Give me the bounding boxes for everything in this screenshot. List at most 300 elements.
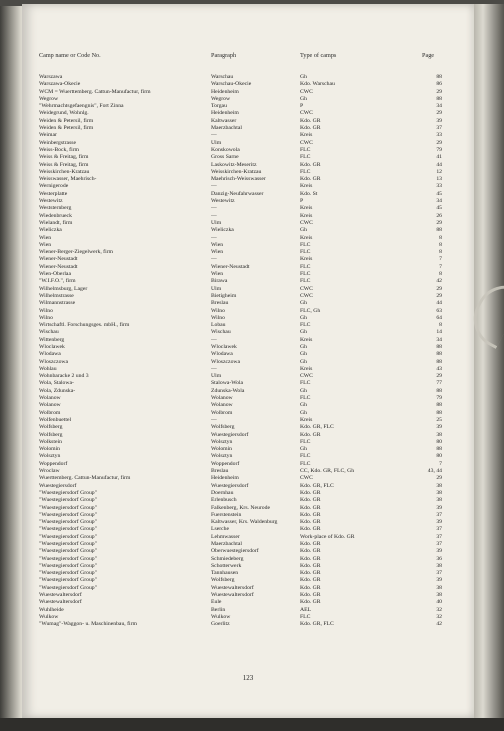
table-row [22, 132, 474, 139]
paragraph-cell: Wuestewaltersdorf [211, 584, 254, 591]
table-row [22, 402, 474, 409]
camp-name-cell: Wiener-Berger-Ziegelwerk, firm [39, 249, 113, 256]
page-ref-cell: 29 [436, 219, 442, 226]
paragraph-cell: — [211, 365, 217, 372]
camp-name-cell: Wolfenbuettel [39, 416, 72, 423]
paragraph-cell: Weisskirchen-Kratzau [211, 168, 262, 175]
table-row [22, 293, 474, 300]
camp-type-cell: FLC [300, 249, 311, 256]
camp-name-cell: Wolkstein [39, 438, 62, 445]
camp-type-cell: FLC [300, 395, 311, 402]
table-row [22, 183, 474, 190]
table-row [22, 103, 474, 110]
page-ref-cell: 8 [439, 241, 442, 248]
table-row [22, 286, 474, 293]
page-ref-cell: 38 [436, 562, 442, 569]
camp-type-cell: Kdo. GR [300, 541, 321, 547]
page-ref-cell: 38 [436, 584, 442, 591]
camp-name-cell: "Wuestegiersdorf Group" [39, 570, 97, 577]
table-row [22, 497, 474, 504]
header-paragraph: Paragraph [211, 52, 237, 59]
camp-name-cell: Westewitz [39, 198, 63, 205]
camp-name-cell: Wola, Zdunska- [39, 387, 76, 394]
camp-name-cell: Warszawa-Okecie [39, 81, 81, 88]
paragraph-cell: Wieliczka [211, 227, 234, 234]
table-row [22, 548, 474, 555]
paragraph-cell: Wilno [211, 314, 225, 321]
camp-type-cell: Gh [300, 351, 307, 358]
camp-type-cell: Kdo. GR [300, 599, 321, 606]
paragraph-cell: Torgau [211, 103, 227, 110]
page-ref-cell: 38 [436, 592, 442, 599]
table-row [22, 592, 474, 599]
page-ref-cell: 39 [436, 504, 442, 511]
page-ref-cell: 88 [436, 95, 442, 102]
table-row [22, 256, 474, 263]
camp-type-cell: Gh [300, 402, 307, 409]
table-row [22, 534, 474, 541]
paragraph-cell: Lserche [211, 526, 229, 533]
table-row [22, 81, 474, 88]
table-row [22, 308, 474, 315]
camp-name-cell: Wiedenbrueck [39, 212, 72, 219]
page-ref-cell: 44 [436, 161, 442, 168]
paragraph-cell: Ulm [211, 139, 222, 146]
paragraph-cell: Ulm [211, 285, 222, 292]
camp-type-cell: CWC [300, 475, 313, 482]
table-row [22, 264, 474, 271]
camp-type-cell: Kdo. GR [300, 548, 321, 555]
camp-type-cell: Kdo. GR [300, 504, 321, 511]
camp-type-cell: Kreis [300, 234, 313, 241]
table-row [22, 599, 474, 606]
page-ref-cell: 7 [439, 256, 442, 263]
camp-type-cell: Gh [300, 314, 307, 321]
paragraph-cell: Schmiedeberg [211, 555, 244, 562]
table-row [22, 621, 474, 628]
camp-type-cell: CC, Kdo. GR, FLC, Gh [300, 468, 355, 475]
camp-type-cell: FLC [300, 460, 311, 467]
page-ref-cell: 88 [436, 74, 442, 80]
camp-name-cell: Weiden & Petersil, firm [39, 125, 94, 132]
paragraph-cell: Wolfsberg [211, 577, 235, 584]
page-ref-cell: 25 [436, 416, 442, 423]
table-row [22, 439, 474, 446]
page-ref-cell: 8 [439, 249, 442, 256]
paragraph-cell: Wolbrom [211, 409, 233, 416]
page-ref-cell: 37 [436, 511, 442, 518]
page-ref-cell: 13 [436, 176, 442, 183]
camp-name-cell: Warszawa [39, 74, 63, 80]
table-row [22, 475, 474, 482]
paragraph-cell: Wuestegiersdorf [211, 482, 249, 489]
table-row [22, 417, 474, 424]
camp-type-cell: Kdo. GR, FLC [300, 621, 334, 628]
camp-name-cell: "Wuestegiersdorf Group" [39, 577, 97, 584]
header-camp-name: Camp name or Code No. [39, 52, 101, 59]
paragraph-cell: Tannhausen [211, 570, 239, 577]
camp-name-cell: "Wuestegiersdorf Group" [39, 555, 97, 562]
camp-name-cell: Wohlau [39, 365, 57, 372]
paragraph-cell: Wloclawek [211, 343, 237, 350]
index-table [22, 74, 474, 629]
scan-border [0, 718, 504, 731]
table-row [22, 344, 474, 351]
camp-type-cell: CWC [300, 139, 313, 146]
paragraph-cell: Birawa [211, 278, 228, 285]
paragraph-cell: Wuestewaltersdorf [211, 592, 254, 599]
page-ref-cell: 29 [436, 88, 442, 95]
camp-name-cell: Wieliczka [39, 227, 62, 234]
table-row [22, 205, 474, 212]
camp-type-cell: CWC [300, 373, 313, 380]
camp-type-cell: FLC [300, 322, 311, 329]
camp-type-cell: Gh [300, 358, 307, 365]
table-row [22, 380, 474, 387]
camp-name-cell: Wien [39, 241, 52, 248]
table-row [22, 278, 474, 285]
paragraph-cell: Breslau [211, 468, 229, 475]
camp-type-cell: FLC [300, 168, 311, 175]
page-ref-cell: 44 [436, 300, 442, 307]
paragraph-cell: — [211, 132, 217, 139]
paragraph-cell: Westewitz [211, 198, 235, 205]
camp-name-cell: Wroclaw [39, 468, 60, 475]
camp-type-cell: Kdo. GR [300, 117, 321, 124]
camp-type-cell: Kdo. GR [300, 176, 321, 183]
table-row [22, 213, 474, 220]
camp-type-cell: Kdo. GR [300, 431, 321, 438]
camp-name-cell: Wuerttemberg. Cattun-Manufactur, firm [39, 475, 131, 482]
paragraph-cell: Laskowitz-Meseritz [211, 161, 257, 168]
table-row [22, 453, 474, 460]
camp-type-cell: Kdo. GR [300, 511, 321, 518]
camp-type-cell: FLC [300, 380, 311, 387]
table-row [22, 140, 474, 147]
camp-name-cell: "Wuestegiersdorf Group" [39, 584, 97, 591]
page-ref-cell: 42 [436, 621, 442, 628]
camp-name-cell: Wilno [39, 307, 53, 314]
page-number: 123 [242, 674, 254, 682]
camp-type-cell: Gh [300, 446, 307, 453]
camp-type-cell: Gh [300, 343, 307, 350]
camp-type-cell: Kreis [300, 205, 313, 212]
document-page [22, 4, 474, 718]
paragraph-cell: Stalowa-Wola [211, 380, 244, 387]
page-ref-cell: 42 [436, 278, 442, 285]
paragraph-cell: Wilno [211, 307, 225, 314]
page-ref-cell: 32 [436, 606, 442, 613]
page-ref-cell: 8 [439, 234, 442, 241]
table-row [22, 242, 474, 249]
paragraph-cell: Maerzbachtal [211, 125, 242, 132]
page-ref-cell: 88 [436, 446, 442, 453]
camp-name-cell: Wolomin [39, 446, 61, 453]
camp-type-cell: CWC [300, 219, 313, 226]
camp-type-cell: Kreis [300, 183, 313, 190]
camp-name-cell: Wiener-Neustadt [39, 263, 78, 270]
page-ref-cell: 80 [436, 453, 442, 460]
paragraph-cell: Eule [211, 599, 222, 606]
paragraph-cell: Wischau [211, 329, 231, 336]
paragraph-cell: Berlin [211, 606, 226, 613]
paragraph-cell: Wolanow [211, 395, 233, 402]
camp-type-cell: Kreis [300, 132, 313, 139]
paragraph-cell: Warschau [211, 74, 234, 80]
page-ref-cell: 79 [436, 146, 442, 153]
table-row [22, 519, 474, 526]
camp-type-cell: Gh [300, 227, 307, 234]
paragraph-cell: Wloszczowa [211, 358, 241, 365]
table-row [22, 300, 474, 307]
camp-name-cell: Wittenberg [39, 336, 65, 343]
camp-type-cell: FLC [300, 146, 311, 153]
camp-name-cell: "Wuestegiersdorf Group" [39, 533, 97, 540]
page-ref-cell: 88 [436, 351, 442, 358]
table-row [22, 118, 474, 125]
camp-type-cell: Kdo. GR [300, 570, 321, 577]
table-row [22, 483, 474, 490]
page-ref-cell: 88 [436, 343, 442, 350]
page-ref-cell: 29 [436, 139, 442, 146]
camp-name-cell: Wolfsberg [39, 431, 63, 438]
page-ref-cell: 39 [436, 548, 442, 555]
table-row [22, 585, 474, 592]
camp-name-cell: Wien-Oberlaa [39, 271, 71, 278]
table-row [22, 176, 474, 183]
table-row [22, 235, 474, 242]
paragraph-cell: Heidenheim [211, 475, 239, 482]
camp-name-cell: Wegrow [39, 95, 59, 102]
paragraph-cell: — [211, 416, 217, 423]
camp-name-cell: "Wuestegiersdorf Group" [39, 541, 97, 547]
camp-name-cell: WCM = Wuerttemberg. Cattun-Manufactur, firm [39, 88, 151, 95]
page-ref-cell: 45 [436, 205, 442, 212]
camp-name-cell: Wulkow [39, 613, 59, 620]
page-ref-cell: 39 [436, 424, 442, 431]
paragraph-cell: Wien [211, 241, 224, 248]
camp-type-cell: CWC [300, 110, 313, 117]
camp-name-cell: Weisskirchen-Kratzau [39, 168, 90, 175]
page-ref-cell: 8 [439, 271, 442, 278]
paragraph-cell: Falkenberg, Krs. Neurode [211, 504, 270, 511]
paragraph-cell: Woppendorf [211, 460, 240, 467]
table-row [22, 563, 474, 570]
table-row [22, 512, 474, 519]
camp-name-cell: Wloclawek [39, 343, 65, 350]
camp-name-cell: Wirtschaftl. Forschungsges. mbH., firm [39, 322, 130, 329]
page-ref-cell: 88 [436, 358, 442, 365]
camp-name-cell: "Wuestegiersdorf Group" [39, 504, 97, 511]
paragraph-cell: Lobau [211, 322, 226, 329]
table-row [22, 388, 474, 395]
camp-name-cell: Wuestewaltersdorf [39, 592, 82, 599]
camp-type-cell: Kdo. GR [300, 497, 321, 504]
table-row [22, 110, 474, 117]
camp-type-cell: Kdo. GR [300, 562, 321, 569]
page-ref-cell: 37 [436, 570, 442, 577]
page-ref-cell: 34 [436, 103, 442, 110]
paragraph-cell: Fuerstenstein [211, 511, 242, 518]
table-row [22, 198, 474, 205]
table-row [22, 96, 474, 103]
paragraph-cell: Wuestegiersdorf [211, 431, 249, 438]
header-type: Type of camps [300, 52, 337, 59]
page-ref-cell: 8 [439, 322, 442, 329]
table-row [22, 220, 474, 227]
table-row [22, 337, 474, 344]
paragraph-cell: Wien [211, 249, 224, 256]
table-row [22, 366, 474, 373]
camp-name-cell: Weidegrund, Wohnlg. [39, 110, 89, 117]
camp-name-cell: Weststernberg [39, 205, 72, 212]
paragraph-cell: Lehmwasser [211, 533, 240, 540]
table-row [22, 432, 474, 439]
camp-name-cell: "Wuestegiersdorf Group" [39, 489, 97, 496]
camp-type-cell: CWC [300, 292, 313, 299]
header-page: Page [422, 52, 435, 59]
camp-type-cell: Kdo. GR [300, 526, 321, 533]
paragraph-cell: — [211, 212, 217, 219]
camp-name-cell: Weimar [39, 132, 57, 139]
camp-name-cell: Wischau [39, 329, 59, 336]
paragraph-cell: — [211, 256, 217, 263]
table-row [22, 125, 474, 132]
page-ref-cell: 37 [436, 526, 442, 533]
paragraph-cell: Wolsztyn [211, 453, 233, 460]
page-ref-cell: 29 [436, 373, 442, 380]
table-row [22, 162, 474, 169]
camp-name-cell: Wloszczowa [39, 358, 69, 365]
table-header [22, 52, 474, 64]
camp-name-cell: Woppendorf [39, 460, 68, 467]
table-row [22, 329, 474, 336]
camp-type-cell: FLC [300, 271, 311, 278]
camp-type-cell: Kreis [300, 256, 313, 263]
page-ref-cell: 7 [439, 460, 442, 467]
camp-type-cell: AEL [300, 606, 312, 613]
camp-name-cell: "Wuestegiersdorf Group" [39, 526, 97, 533]
camp-type-cell: Kdo. GR [300, 584, 321, 591]
page-ref-cell: 43 [436, 365, 442, 372]
camp-type-cell: Kreis [300, 336, 313, 343]
page-ref-cell: 32 [436, 613, 442, 620]
camp-type-cell: P [300, 103, 304, 110]
camp-name-cell: Wilmannstrasse [39, 300, 76, 307]
table-row [22, 322, 474, 329]
page-ref-cell: 86 [436, 81, 442, 88]
camp-name-cell: "Wuestegiersdorf Group" [39, 511, 97, 518]
table-row [22, 410, 474, 417]
camp-type-cell: Gh [300, 95, 307, 102]
paragraph-cell: Kaltwasser, Krs. Waldenburg [211, 519, 278, 526]
camp-name-cell: Wola, Stalowa- [39, 380, 74, 387]
table-row [22, 169, 474, 176]
table-row [22, 191, 474, 198]
paragraph-cell: Goerlitz [211, 621, 230, 628]
paragraph-cell: Maehrisch-Weisswasser [211, 176, 266, 183]
paragraph-cell: Wegrow [211, 95, 231, 102]
camp-name-cell: "Wehrmachtsgefaengnis", Fort Zinna [39, 103, 124, 110]
camp-type-cell: FLC [300, 613, 311, 620]
camp-name-cell: Wuestegiersdorf [39, 482, 77, 489]
table-row [22, 468, 474, 475]
page-ref-cell: 77 [436, 380, 442, 387]
camp-name-cell: "W.I.F.O.", firm [39, 278, 76, 285]
page-ref-cell: 34 [436, 336, 442, 343]
camp-type-cell: Kreis [300, 365, 313, 372]
page-ref-cell: 12 [436, 168, 442, 175]
camp-name-cell: Wielandt, firm [39, 219, 73, 226]
camp-name-cell: Wolbrom [39, 409, 61, 416]
camp-name-cell: Weiss & Freitag, firm [39, 154, 89, 161]
page-ref-cell: 37 [436, 533, 442, 540]
page-ref-cell: 79 [436, 395, 442, 402]
page-ref-cell: 29 [436, 285, 442, 292]
table-row [22, 556, 474, 563]
camp-type-cell: P [300, 198, 304, 205]
paragraph-cell: Wolanow [211, 402, 233, 409]
camp-type-cell: Kdo. GR, FLC [300, 424, 334, 431]
camp-type-cell: Gh [300, 300, 307, 307]
camp-type-cell: Kreis [300, 416, 313, 423]
page-ref-cell: 29 [436, 475, 442, 482]
camp-name-cell: Wolsztyn [39, 453, 61, 460]
camp-type-cell: Kdo. GR [300, 592, 321, 599]
table-row [22, 424, 474, 431]
page-edges [474, 4, 504, 718]
camp-type-cell: FLC, Gh [300, 307, 321, 314]
paragraph-cell: Ulm [211, 219, 222, 226]
camp-name-cell: Wien [39, 234, 52, 241]
page-ref-cell: 63 [436, 307, 442, 314]
camp-name-cell: Wilhelmsburg, Lager [39, 285, 88, 292]
page-ref-cell: 88 [436, 409, 442, 416]
table-row [22, 227, 474, 234]
camp-name-cell: Wuestewaltersdorf [39, 599, 82, 606]
table-row [22, 359, 474, 366]
camp-name-cell: "Wuestegiersdorf Group" [39, 562, 97, 569]
paragraph-cell: Heidenheim [211, 110, 239, 117]
paragraph-cell: Oberwuestegiersdorf [211, 548, 259, 555]
page-ref-cell: 38 [436, 431, 442, 438]
camp-type-cell: Kdo. GR, FLC [300, 482, 334, 489]
camp-name-cell: Wlodawa [39, 351, 61, 358]
page-ref-cell: 88 [436, 402, 442, 409]
paragraph-cell: Breslau [211, 300, 229, 307]
camp-type-cell: FLC [300, 438, 311, 445]
table-row [22, 89, 474, 96]
page-ref-cell: 43, 44 [427, 468, 442, 475]
paragraph-cell: — [211, 205, 217, 212]
page-ref-cell: 29 [436, 292, 442, 299]
page-ref-cell: 37 [436, 541, 442, 547]
page-ref-cell: 36 [436, 555, 442, 562]
table-row [22, 373, 474, 380]
paragraph-cell: Erlenbusch [211, 497, 237, 504]
camp-name-cell: Wuhlheide [39, 606, 64, 613]
camp-name-cell: Weiss & Freitag, firm [39, 161, 89, 168]
page-ref-cell: 33 [436, 183, 442, 190]
page-ref-cell: 33 [436, 132, 442, 139]
table-row [22, 490, 474, 497]
camp-type-cell: CWC [300, 88, 313, 95]
paragraph-cell: Gross Sarne [211, 154, 239, 161]
paragraph-cell: Doernhau [211, 489, 234, 496]
paragraph-cell: Schotterwerk [211, 562, 242, 569]
camp-type-cell: Kdo. Warschau [300, 81, 335, 88]
paragraph-cell: Danzig-Neufahrwasser [211, 190, 264, 197]
